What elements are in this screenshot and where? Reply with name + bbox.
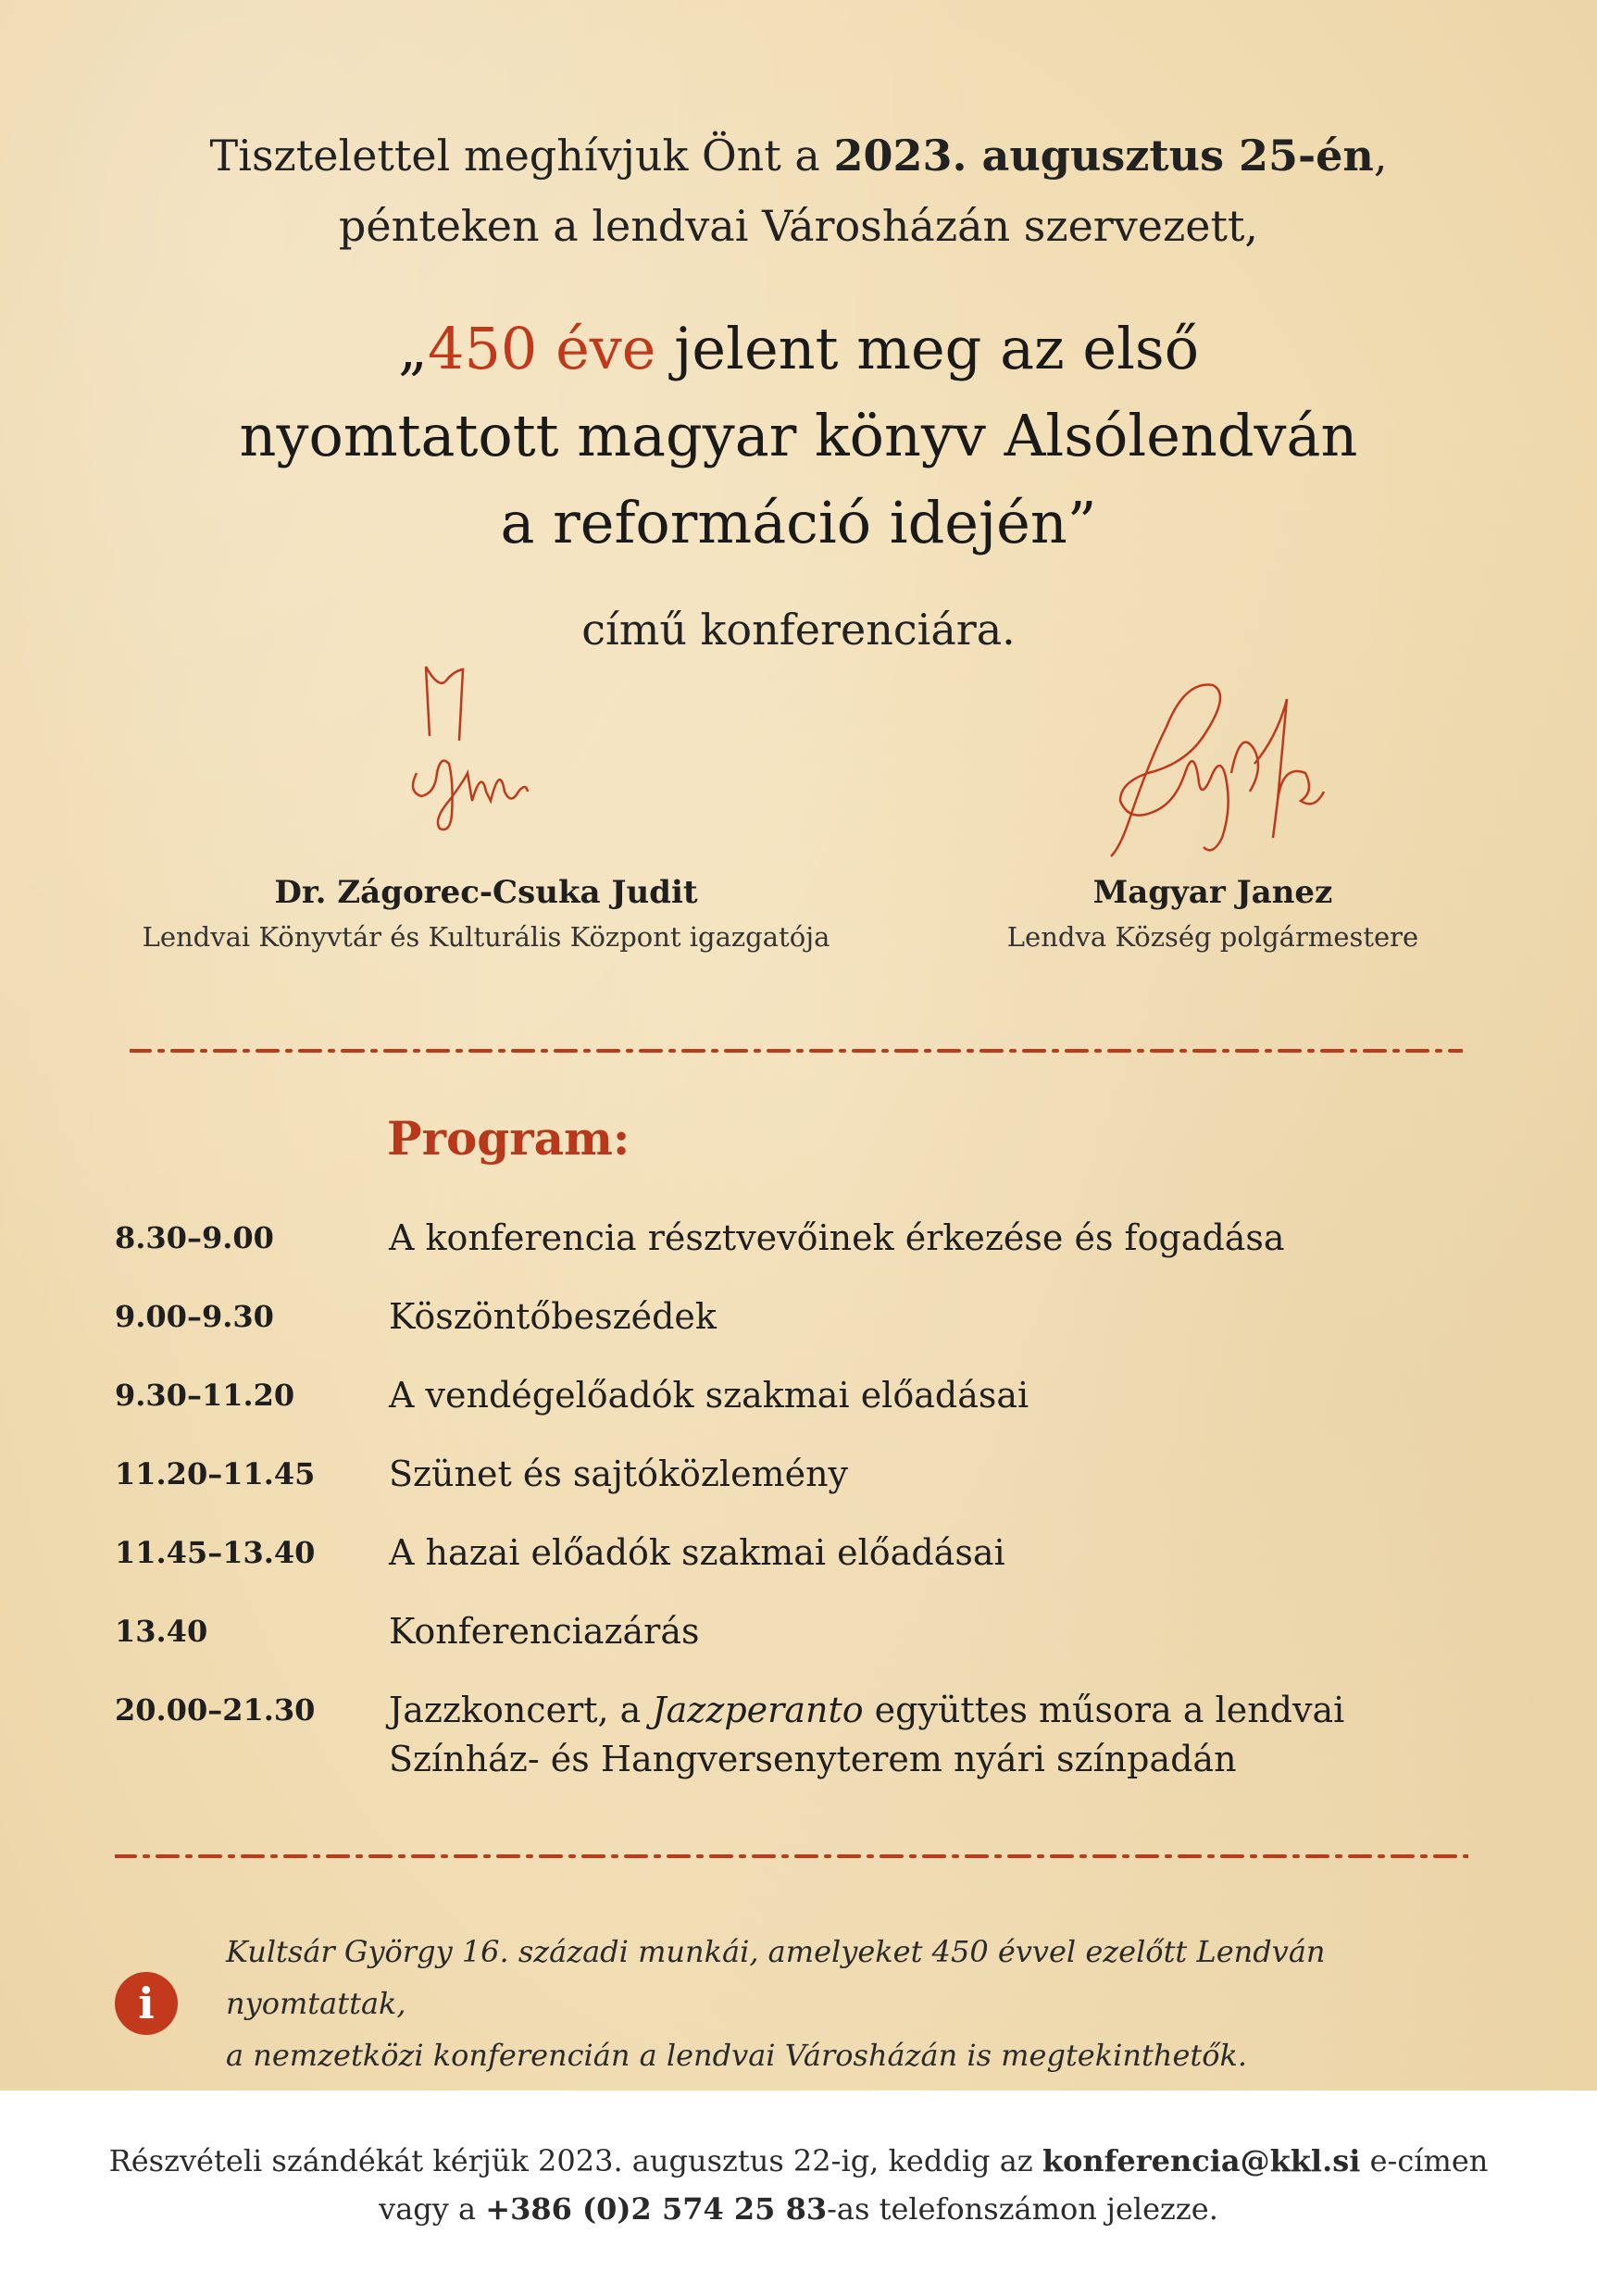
schedule-row [115,1435,1457,1514]
signature-right-mark [1092,662,1333,875]
signatory-left-role: Lendvai Könyvtár és Kulturális Központ igazgatója [142,921,830,953]
schedule-desc: Köszöntőbeszédek [389,1296,717,1337]
schedule-row [115,1278,1457,1356]
signature-left-mark [398,653,583,847]
conference-title [0,306,1597,567]
schedule-time: 11.20–11.45 [115,1456,316,1491]
footer-text-end: e-címen [1360,2143,1489,2178]
info-line-1: Kultsár György 16. századi munkái, amelyeket 450 évvel ezelőtt Lendván nyomtattak, [226,1934,1326,2021]
schedule-desc: Konferenciazárás [389,1611,700,1652]
band-name: Jazzperanto [652,1690,864,1730]
contact-phone[interactable]: +386 (0)2 574 25 83 [485,2191,828,2227]
schedule-row [115,1356,1457,1435]
intro-line-1-text: Tisztelettel meghívjuk Önt a [209,131,834,181]
schedule-row [115,1199,1457,1278]
footer [0,2090,1597,2296]
intro-line-2: pénteken a lendvai Városházán szervezett, [338,201,1259,251]
program-schedule [115,1199,1457,1784]
title-line-2: nyomtatott magyar könyv Alsólendván [239,402,1358,469]
info-note [115,1926,1485,2081]
program-title: Program: [387,1111,630,1166]
footer-line-1 [0,2137,1597,2185]
title-line-3: a reformáció idején” [500,489,1097,556]
schedule-time: 11.45–13.40 [115,1535,316,1570]
intro-line-1-end: , [1373,131,1388,181]
schedule-desc-line-1 [389,1686,1344,1735]
signatory-left [111,870,861,959]
title-line-1 [0,306,1597,393]
signature-left [398,653,583,847]
schedule-desc: A konferencia résztvevőinek érkezése és fogadása [389,1217,1285,1258]
signatory-right-role: Lendva Község polgármestere [1006,921,1419,953]
footer-text-2-end: -as telefonszámon jelezze. [827,2191,1218,2227]
schedule-desc: Szünet és sajtóközlemény [389,1454,849,1494]
signature-right [1092,662,1333,875]
schedule-time: 8.30–9.00 [115,1220,274,1255]
footer-text-2: vagy a [379,2191,486,2227]
title-open-quote: „ [397,315,429,382]
footer-text: Részvételi szándékát kérjük 2023. augusztus 22-ig, keddig az [108,2143,1042,2178]
schedule-time: 13.40 [115,1614,208,1649]
schedule-row [115,1671,1457,1784]
schedule-desc [389,1671,1344,1784]
schedule-row [115,1514,1457,1592]
concert-text: Jazzkoncert, a [389,1690,653,1730]
title-anniversary: 450 éve [428,315,656,382]
schedule-desc: A hazai előadók szakmai előadásai [389,1532,1005,1573]
signatory-left-name: Dr. Zágorec-Csuka Judit [274,874,698,911]
subtitle: című konferenciára. [581,605,1016,655]
contact-email[interactable]: konferencia@kkl.si [1042,2143,1361,2178]
intro [0,120,1597,261]
info-text [226,1926,1485,2081]
signatory-right-name: Magyar Janez [1092,874,1333,911]
divider-top [130,1044,1463,1057]
info-icon: i [115,1972,178,2035]
footer-line-2 [0,2185,1597,2233]
info-line-2: a nemzetközi konferencián a lendvai Városházán is megtekinthetők. [226,2038,1248,2073]
schedule-time: 9.30–11.20 [115,1378,295,1413]
schedule-row [115,1592,1457,1671]
schedule-desc-line-2: Színház- és Hangversenyterem nyári színpadán [389,1739,1237,1779]
intro-line-1 [0,120,1597,191]
event-date: 2023. augusztus 25-én [833,131,1374,181]
signatory-right [981,870,1444,959]
schedule-time: 20.00–21.30 [115,1692,316,1728]
divider-bottom [115,1850,1468,1863]
schedule-time: 9.00–9.30 [115,1299,274,1334]
title-line-1-rest: jelent meg az első [655,315,1200,382]
concert-text-rest: együttes műsora a lendvai [863,1690,1345,1730]
schedule-desc: A vendégelőadók szakmai előadásai [389,1375,1029,1416]
